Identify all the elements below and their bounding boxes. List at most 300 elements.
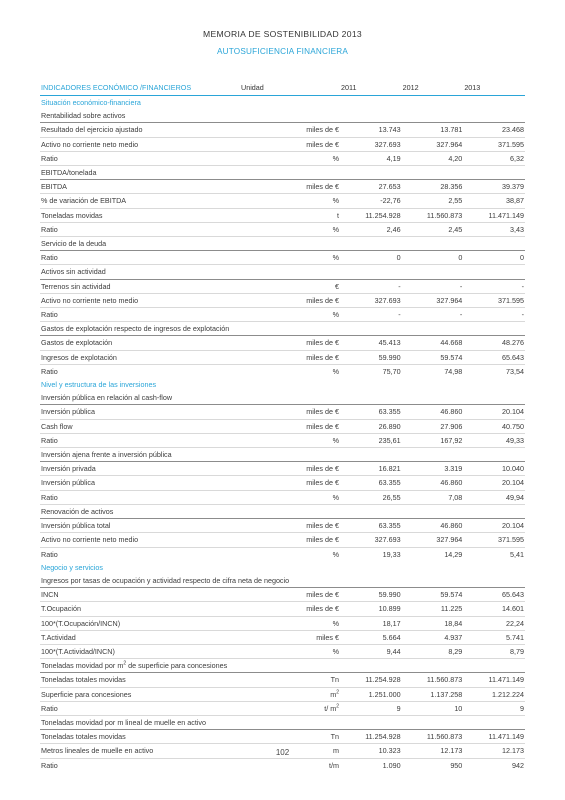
row-label-text: T.Actividad [41,632,76,642]
group-heading [40,715,525,729]
value-2011-text: 16.821 [378,464,401,474]
value-2011-text: 45.413 [378,338,401,348]
row-unit-text: miles de € [306,338,339,348]
row-unit-text: miles de € [306,407,339,417]
value-2012 [402,490,464,504]
row-unit-text: % [332,646,339,656]
value-2011-text: 63.355 [378,407,401,417]
group-heading-row [40,574,525,588]
value-2011-text: 1.251.000 [368,689,401,699]
value-2013 [463,364,525,378]
value-2012 [402,433,464,447]
row-label-text: Ratio [41,253,58,263]
value-2011-text: 19,33 [382,549,401,559]
value-2012-text: 0 [458,253,463,263]
value-2012-text: 46.860 [440,407,463,417]
heading-text: Nivel y estructura de las inversiones [41,380,157,390]
row-unit-text: % [332,492,339,502]
row-label-text: Activo no corriente neto medio [41,295,139,305]
section-heading [40,561,525,574]
value-2012 [402,251,464,265]
row-label [40,644,240,658]
row-unit-text: % [332,549,339,559]
row-label [40,208,240,222]
group-heading-row [40,715,525,729]
value-2012 [402,137,464,151]
row-unit [240,194,340,208]
value-2011 [340,730,402,744]
row-unit [240,419,340,433]
value-2013-text: 49,94 [506,492,524,502]
value-2013 [463,630,525,644]
value-2013 [463,433,525,447]
value-2011 [340,279,402,293]
row-label-text: Ratio [41,435,58,445]
value-2012-text: 167,92 [440,435,463,445]
value-2012 [402,194,464,208]
value-2011 [340,180,402,194]
value-2013-text: 73,54 [506,366,524,376]
row-unit [240,336,340,350]
table-row [40,533,525,547]
value-2011-text: 26.890 [378,421,401,431]
table-row [40,123,525,137]
row-label-text: Ratio [41,492,58,502]
value-2011 [340,194,402,208]
table-row [40,194,525,208]
table-row [40,180,525,194]
value-2011 [340,616,402,630]
value-2011 [340,758,402,772]
value-2012-text: 2,55 [448,196,463,206]
value-2011 [340,519,402,533]
value-2012-text: 7,08 [448,492,463,502]
indicators-table [40,80,525,772]
row-unit-text: Tn [330,732,339,742]
value-2011 [340,476,402,490]
value-2011-text: 327.693 [374,535,401,545]
row-unit [240,251,340,265]
value-2013-text: 38,87 [506,196,524,206]
value-2012 [402,602,464,616]
row-unit [240,405,340,419]
value-2012-text: 8,29 [448,646,463,656]
row-label-text: Terrenos sin actividad [41,281,111,291]
heading-text: Inversión ajena frente a inversión pública [41,450,172,460]
row-unit [240,222,340,236]
value-2013-text: 5.741 [506,632,524,642]
value-2012-text: - [459,310,463,320]
row-unit-text: miles de € [306,421,339,431]
value-2011 [340,336,402,350]
heading-text: Situación económico-financiera [41,98,141,107]
value-2012-text: 14,29 [444,549,463,559]
value-2013-text: - [521,310,524,320]
value-2011-text: 27.653 [378,182,401,192]
row-unit-text: miles de € [306,352,339,362]
table-row [40,602,525,616]
table-row [40,673,525,687]
group-heading-row [40,237,525,251]
group-heading [40,166,525,180]
value-2011 [340,364,402,378]
row-unit [240,588,340,602]
table-body [40,96,525,772]
value-2013 [463,194,525,208]
value-2011 [340,208,402,222]
value-2013-text: 10.040 [502,464,524,474]
value-2013-text: 371.595 [498,535,524,545]
row-unit-text: miles de € [306,521,339,531]
row-unit [240,151,340,165]
row-label [40,462,240,476]
row-label [40,123,240,137]
row-unit-text: % [332,253,339,263]
value-2013 [463,490,525,504]
row-unit-text: miles de € [306,295,339,305]
row-unit-text: % [332,196,339,206]
row-label [40,350,240,364]
row-unit-text: miles € [316,632,339,642]
row-label-text: T.Ocupación [41,604,81,614]
heading-superscript: 2 [123,660,127,667]
value-2012-text: 59.574 [440,352,463,362]
row-label-text: Inversión privada [41,464,96,474]
table-row [40,308,525,322]
row-unit [240,730,340,744]
value-2012 [402,308,464,322]
value-2013-text: 48.276 [502,338,524,348]
row-label [40,293,240,307]
row-unit-text: Tn [330,675,339,685]
value-2011 [340,462,402,476]
value-2013-text: 20.104 [502,521,524,531]
value-2013 [463,673,525,687]
row-label [40,419,240,433]
row-unit-text: t/ m [324,703,337,713]
value-2011-text: 9 [396,703,401,713]
value-2013-text: 20.104 [502,407,524,417]
value-2011 [340,308,402,322]
group-heading [40,109,525,123]
group-heading [40,448,525,462]
heading-text: Toneladas movidad por m [41,661,124,671]
value-2013 [463,405,525,419]
row-unit-text: % [332,618,339,628]
row-unit [240,208,340,222]
row-unit-text: m [333,746,339,756]
value-2011 [340,419,402,433]
section-heading [40,378,525,391]
value-2012 [402,673,464,687]
value-2011 [340,687,402,701]
row-unit [240,533,340,547]
value-2012 [402,547,464,561]
row-label-text: 100*(T.Actividad/INCN) [41,646,115,656]
value-2011 [340,433,402,447]
heading-text: Renovación de activos [41,506,114,516]
value-2012 [402,730,464,744]
row-unit [240,433,340,447]
row-unit [240,350,340,364]
row-unit [240,644,340,658]
value-2012-text: 13.781 [440,125,463,135]
group-heading-row [40,659,525,673]
table-row [40,687,525,701]
value-2011 [340,151,402,165]
table-header-row [40,80,525,96]
value-2013 [463,308,525,322]
value-2013 [463,588,525,602]
value-2012 [402,687,464,701]
group-heading-row [40,166,525,180]
table-row [40,350,525,364]
group-heading [40,504,525,518]
value-2011 [340,533,402,547]
value-2012-text: 4,20 [448,153,463,163]
row-unit-text: € [335,281,339,291]
row-unit [240,673,340,687]
row-label [40,533,240,547]
value-2012 [402,405,464,419]
value-2013-text: 12.173 [502,746,524,756]
value-2011-text: 18,17 [382,618,401,628]
value-2011-text: 63.355 [378,521,401,531]
value-2011 [340,644,402,658]
value-2013-text: 65.643 [502,590,524,600]
value-2011 [340,490,402,504]
value-2013 [463,293,525,307]
value-2011 [340,123,402,137]
value-2013 [463,476,525,490]
value-2012-text: 1.137.258 [430,689,463,699]
row-unit-text: % [332,366,339,376]
value-2013 [463,208,525,222]
row-label-text: Ratio [41,703,58,713]
row-unit-text: miles de € [306,604,339,614]
value-2011-text: - [398,281,401,291]
value-2011 [340,137,402,151]
value-2012-text: 46.860 [440,521,463,531]
row-label [40,630,240,644]
table-row [40,405,525,419]
table-row [40,151,525,165]
row-label-text: 100*(T.Ocupación/INCN) [41,618,121,628]
table-row [40,419,525,433]
row-unit [240,519,340,533]
row-label [40,730,240,744]
table-row [40,336,525,350]
section-title: AUTOSUFICIENCIA FINANCIERA [216,47,349,56]
row-label [40,222,240,236]
value-2012-text: 28.356 [440,182,463,192]
value-2013 [463,350,525,364]
row-unit [240,279,340,293]
row-label-text: Inversión pública [41,478,95,488]
group-heading-row [40,504,525,518]
row-label [40,476,240,490]
table-row [40,137,525,151]
table-row [40,222,525,236]
row-unit [240,476,340,490]
table-row [40,490,525,504]
value-2012-text: 46.860 [440,478,463,488]
row-unit-text: miles de € [306,590,339,600]
row-label-text: Inversión pública total [41,521,111,531]
row-label-text: Inversión pública [41,407,95,417]
row-label [40,251,240,265]
row-label-text: Ratio [41,760,58,770]
table-row [40,208,525,222]
row-unit-text: % [332,435,339,445]
value-2011-text: - [398,310,401,320]
value-2011 [340,251,402,265]
table-row [40,364,525,378]
value-2012 [402,180,464,194]
row-unit [240,701,340,715]
row-unit-text: miles de € [306,125,339,135]
value-2011 [340,547,402,561]
value-2012 [402,630,464,644]
row-unit-text: t [337,210,339,220]
value-2013-text: 40.750 [502,421,524,431]
value-2012-text: - [459,281,463,291]
value-2013 [463,701,525,715]
row-label [40,588,240,602]
heading-text: Negocio y servicios [41,562,103,572]
table-row [40,519,525,533]
value-2011-text: 10.899 [378,604,401,614]
row-label-text: Toneladas totales movidas [41,732,126,742]
value-2011 [340,222,402,236]
value-2011-text: 11.254.928 [365,732,401,742]
value-2012 [402,644,464,658]
value-2013 [463,602,525,616]
value-2013 [463,758,525,772]
row-label [40,137,240,151]
group-heading [40,659,525,673]
value-2011 [340,701,402,715]
row-label [40,519,240,533]
value-2012-text: 2,45 [448,224,463,234]
value-2012 [402,462,464,476]
value-2013 [463,137,525,151]
section-heading-row [40,96,525,110]
value-2012-text: 327.964 [436,139,463,149]
value-2013 [463,519,525,533]
row-label-text: Toneladas movidas [41,210,103,220]
header-year-2012: 2012 [402,80,464,96]
group-heading-row [40,109,525,123]
value-2011-text: 2,46 [386,224,401,234]
heading-text: Rentabilidad sobre activos [41,111,126,121]
row-label-text: Ratio [41,310,58,320]
value-2011 [340,673,402,687]
value-2012-text: 4.937 [444,632,463,642]
value-2012 [402,364,464,378]
value-2011 [340,602,402,616]
unit-superscript: 2 [336,689,339,696]
header-unit: Unidad [240,80,340,96]
header-indicator: INDICADORES ECONÓMICO /FINANCIEROS [40,80,240,96]
value-2013-text: 5,41 [510,549,524,559]
value-2013-text: 942 [512,760,524,770]
value-2011-text: 0 [396,253,401,263]
row-unit [240,687,340,701]
value-2013 [463,616,525,630]
table-row [40,630,525,644]
value-2012-text: 950 [450,760,463,770]
value-2011-text: 4,19 [386,153,401,163]
section-heading [40,96,525,110]
value-2013 [463,547,525,561]
value-2012 [402,616,464,630]
row-unit [240,123,340,137]
row-label [40,364,240,378]
value-2012-text: 12.173 [440,746,463,756]
value-2013-text: 65.643 [502,352,524,362]
value-2011-text: 59.990 [378,352,401,362]
value-2012-text: 3.319 [444,464,463,474]
value-2011 [340,405,402,419]
row-unit-text: % [332,153,339,163]
heading-text: Inversión pública en relación al cash-flow [41,393,173,403]
table-row [40,758,525,772]
group-heading [40,265,525,279]
row-label-text: Ratio [41,224,58,234]
row-label [40,602,240,616]
value-2012-text: 74,98 [444,366,463,376]
row-unit-text: miles de € [306,478,339,488]
value-2012 [402,279,464,293]
group-heading [40,574,525,588]
row-label [40,616,240,630]
value-2011 [340,588,402,602]
value-2011-text: 1.090 [382,760,401,770]
value-2013-text: 1.212.224 [492,689,524,699]
row-label [40,687,240,701]
row-unit [240,616,340,630]
section-heading-row [40,561,525,574]
group-heading-row [40,322,525,336]
row-unit [240,547,340,561]
row-label [40,308,240,322]
value-2013 [463,279,525,293]
value-2013-text: 371.595 [498,139,524,149]
value-2012-text: 27.906 [440,421,463,431]
group-heading-row [40,265,525,279]
value-2013-text: 11.471.149 [488,675,524,685]
value-2012-text: 18,84 [444,618,463,628]
value-2012 [402,222,464,236]
value-2012 [402,293,464,307]
value-2011 [340,350,402,364]
row-label-text: Ratio [41,153,58,163]
row-label-text: Gastos de explotación [41,338,113,348]
value-2013 [463,419,525,433]
heading-text: EBITDA/tonelada [41,168,97,178]
value-2013-text: 0 [520,253,524,263]
value-2012-text: 327.964 [436,535,463,545]
value-2013-text: - [521,281,524,291]
value-2011-text: 327.693 [374,139,401,149]
heading-text: Servicio de la deuda [41,239,107,249]
row-label [40,194,240,208]
value-2013-text: 39.379 [502,182,524,192]
value-2013-text: 11.471.149 [488,732,524,742]
row-unit-text: miles de € [306,182,339,192]
value-2013 [463,336,525,350]
